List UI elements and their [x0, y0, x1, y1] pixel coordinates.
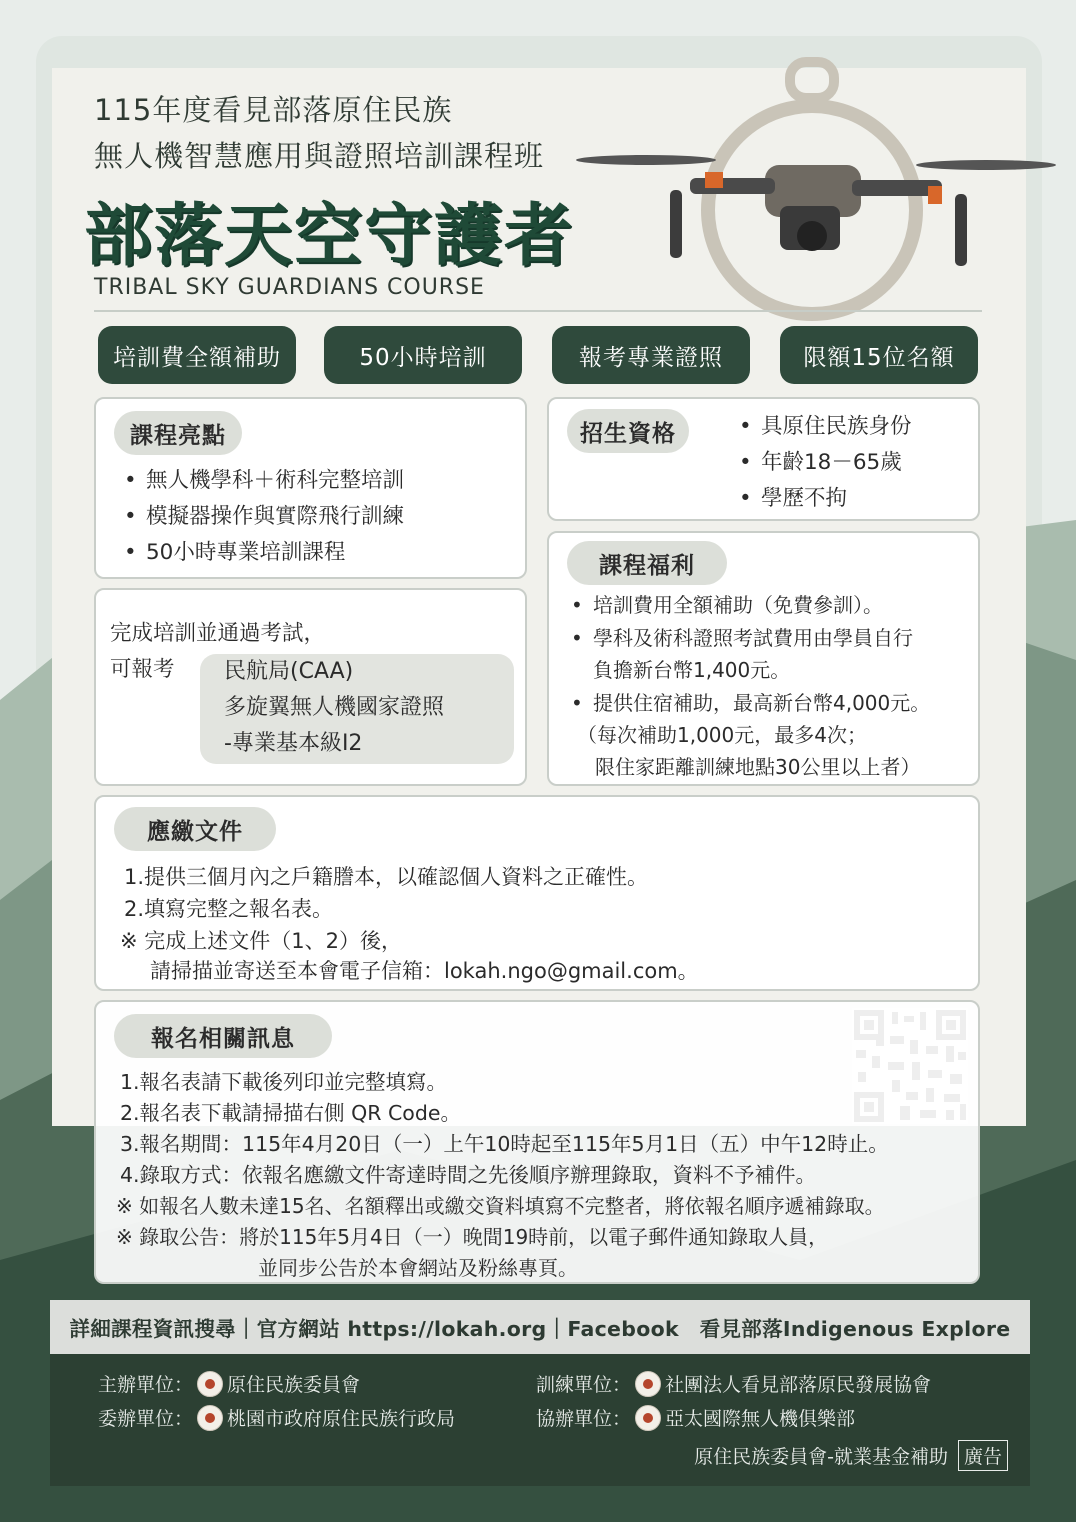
exam-line-1: 完成培訓並通過考試，	[110, 621, 326, 646]
benefits-box	[547, 531, 980, 786]
host-label: 主辦單位：	[98, 1374, 194, 1396]
list-item: • 提供住宿補助，最高新台幣4,000元。	[567, 687, 979, 720]
eligibility-list	[735, 409, 912, 517]
list-item: • 模擬器操作與實際飛行訓練	[120, 499, 404, 535]
registration-box	[94, 1000, 980, 1284]
assist-label: 協辦單位：	[536, 1408, 632, 1430]
highlights-tag: 課程亮點	[114, 411, 242, 455]
document-email-line: 請掃描並寄送至本會電子信箱：lokah.ngo@gmail.com。	[150, 959, 699, 983]
cert-line: -專業基本級I2	[224, 731, 363, 756]
info-bar[interactable]: 詳細課程資訊搜尋｜官方網站 https://lokah.org｜Facebook 看見部落Indigenous Explore	[50, 1300, 1030, 1354]
registration-line: 並同步公告於本會網站及粉絲專頁。	[258, 1256, 578, 1280]
ad-badge: 廣告	[958, 1440, 1008, 1471]
registration-line: ※ 錄取公告：將於115年5月4日（一）晚間19時前，以電子郵件通知錄取人員，	[116, 1225, 829, 1249]
benefit-note: （每次補助1,000元，最多4次；	[577, 723, 867, 747]
list-item: • 無人機學科＋術科完整培訓	[120, 463, 404, 499]
exam-box	[94, 588, 527, 786]
title-line-2: 無人機智慧應用與證照培訓課程班	[94, 139, 545, 173]
benefit-text: 負擔新台幣1,400元。	[593, 658, 791, 682]
title-line-1: 115年度看見部落原住民族	[94, 93, 453, 127]
training-name: 社團法人看見部落原民發展協會	[665, 1374, 932, 1396]
registration-line: 2.報名表下載請掃描右側 QR Code。	[120, 1101, 461, 1125]
highlights-list	[120, 463, 404, 571]
host-row	[98, 1370, 360, 1397]
pill-license: 報考專業證照	[552, 326, 750, 384]
document-line: ※ 完成上述文件（1、2）後，	[120, 929, 402, 953]
commission-logo-icon	[197, 1405, 223, 1431]
registration-line: ※ 如報名人數未達15名、名額釋出或繳交資料填寫不完整者，將依報名順序遞補錄取。	[116, 1194, 885, 1218]
commission-label: 委辦單位：	[98, 1408, 194, 1430]
training-row	[536, 1370, 931, 1397]
training-label: 訓練單位：	[536, 1374, 632, 1396]
commission-name: 桃園市政府原住民族行政局	[227, 1408, 456, 1430]
benefits-list	[567, 589, 979, 719]
host-logo-icon	[197, 1371, 223, 1397]
benefits-tag: 課程福利	[567, 541, 727, 585]
list-item: • 學歷不拘	[735, 481, 912, 517]
training-logo-icon	[635, 1371, 661, 1397]
list-item: • 50小時專業培訓課程	[120, 535, 404, 571]
eligibility-box	[547, 397, 980, 521]
document-line: 1.提供三個月內之戶籍謄本，以確認個人資料之正確性。	[124, 865, 649, 889]
eligibility-tag: 招生資格	[567, 409, 689, 453]
pill-hours: 50小時培訓	[324, 326, 522, 384]
assist-name: 亞太國際無人機俱樂部	[665, 1408, 856, 1430]
assist-row	[536, 1404, 855, 1431]
pill-quota: 限額15位名額	[780, 326, 978, 384]
fund-text: 原住民族委員會-就業基金補助	[694, 1446, 948, 1468]
list-item: • 培訓費用全額補助（免費參訓）。	[567, 589, 979, 622]
benefit-note: 限住家距離訓練地點30公里以上者）	[595, 755, 921, 779]
highlights-box	[94, 397, 527, 579]
list-item	[567, 622, 979, 687]
registration-tag: 報名相關訊息	[114, 1014, 332, 1058]
exam-line-2: 可報考	[110, 657, 175, 682]
list-item: • 具原住民族身份	[735, 409, 912, 445]
pill-subsidy: 培訓費全額補助	[98, 326, 296, 384]
footer	[50, 1354, 1030, 1486]
list-item: • 年齡18－65歲	[735, 445, 912, 481]
fund-row	[694, 1440, 1008, 1471]
documents-box	[94, 795, 980, 991]
benefit-text: 學科及術科證照考試費用由學員自行	[593, 625, 913, 650]
main-title: 部落天空守護者	[84, 196, 575, 276]
registration-line: 4.錄取方式：依報名應繳文件寄達時間之先後順序辦理錄取，資料不予補件。	[120, 1163, 817, 1187]
registration-line: 1.報名表請下載後列印並完整填寫。	[120, 1070, 448, 1094]
commission-row	[98, 1404, 455, 1431]
registration-line: 3.報名期間：115年4月20日（一）上午10時起至115年5月1日（五）中午12時止。	[120, 1132, 889, 1156]
host-name: 原住民族委員會	[227, 1374, 361, 1396]
cert-panel	[200, 654, 514, 764]
divider	[94, 310, 982, 312]
assist-logo-icon	[635, 1405, 661, 1431]
english-title: TRIBAL SKY GUARDIANS COURSE	[94, 275, 485, 300]
document-line: 2.填寫完整之報名表。	[124, 897, 334, 921]
documents-tag: 應繳文件	[114, 807, 276, 851]
cert-line: 民航局(CAA)	[224, 659, 354, 684]
cert-line: 多旋翼無人機國家證照	[224, 695, 445, 720]
